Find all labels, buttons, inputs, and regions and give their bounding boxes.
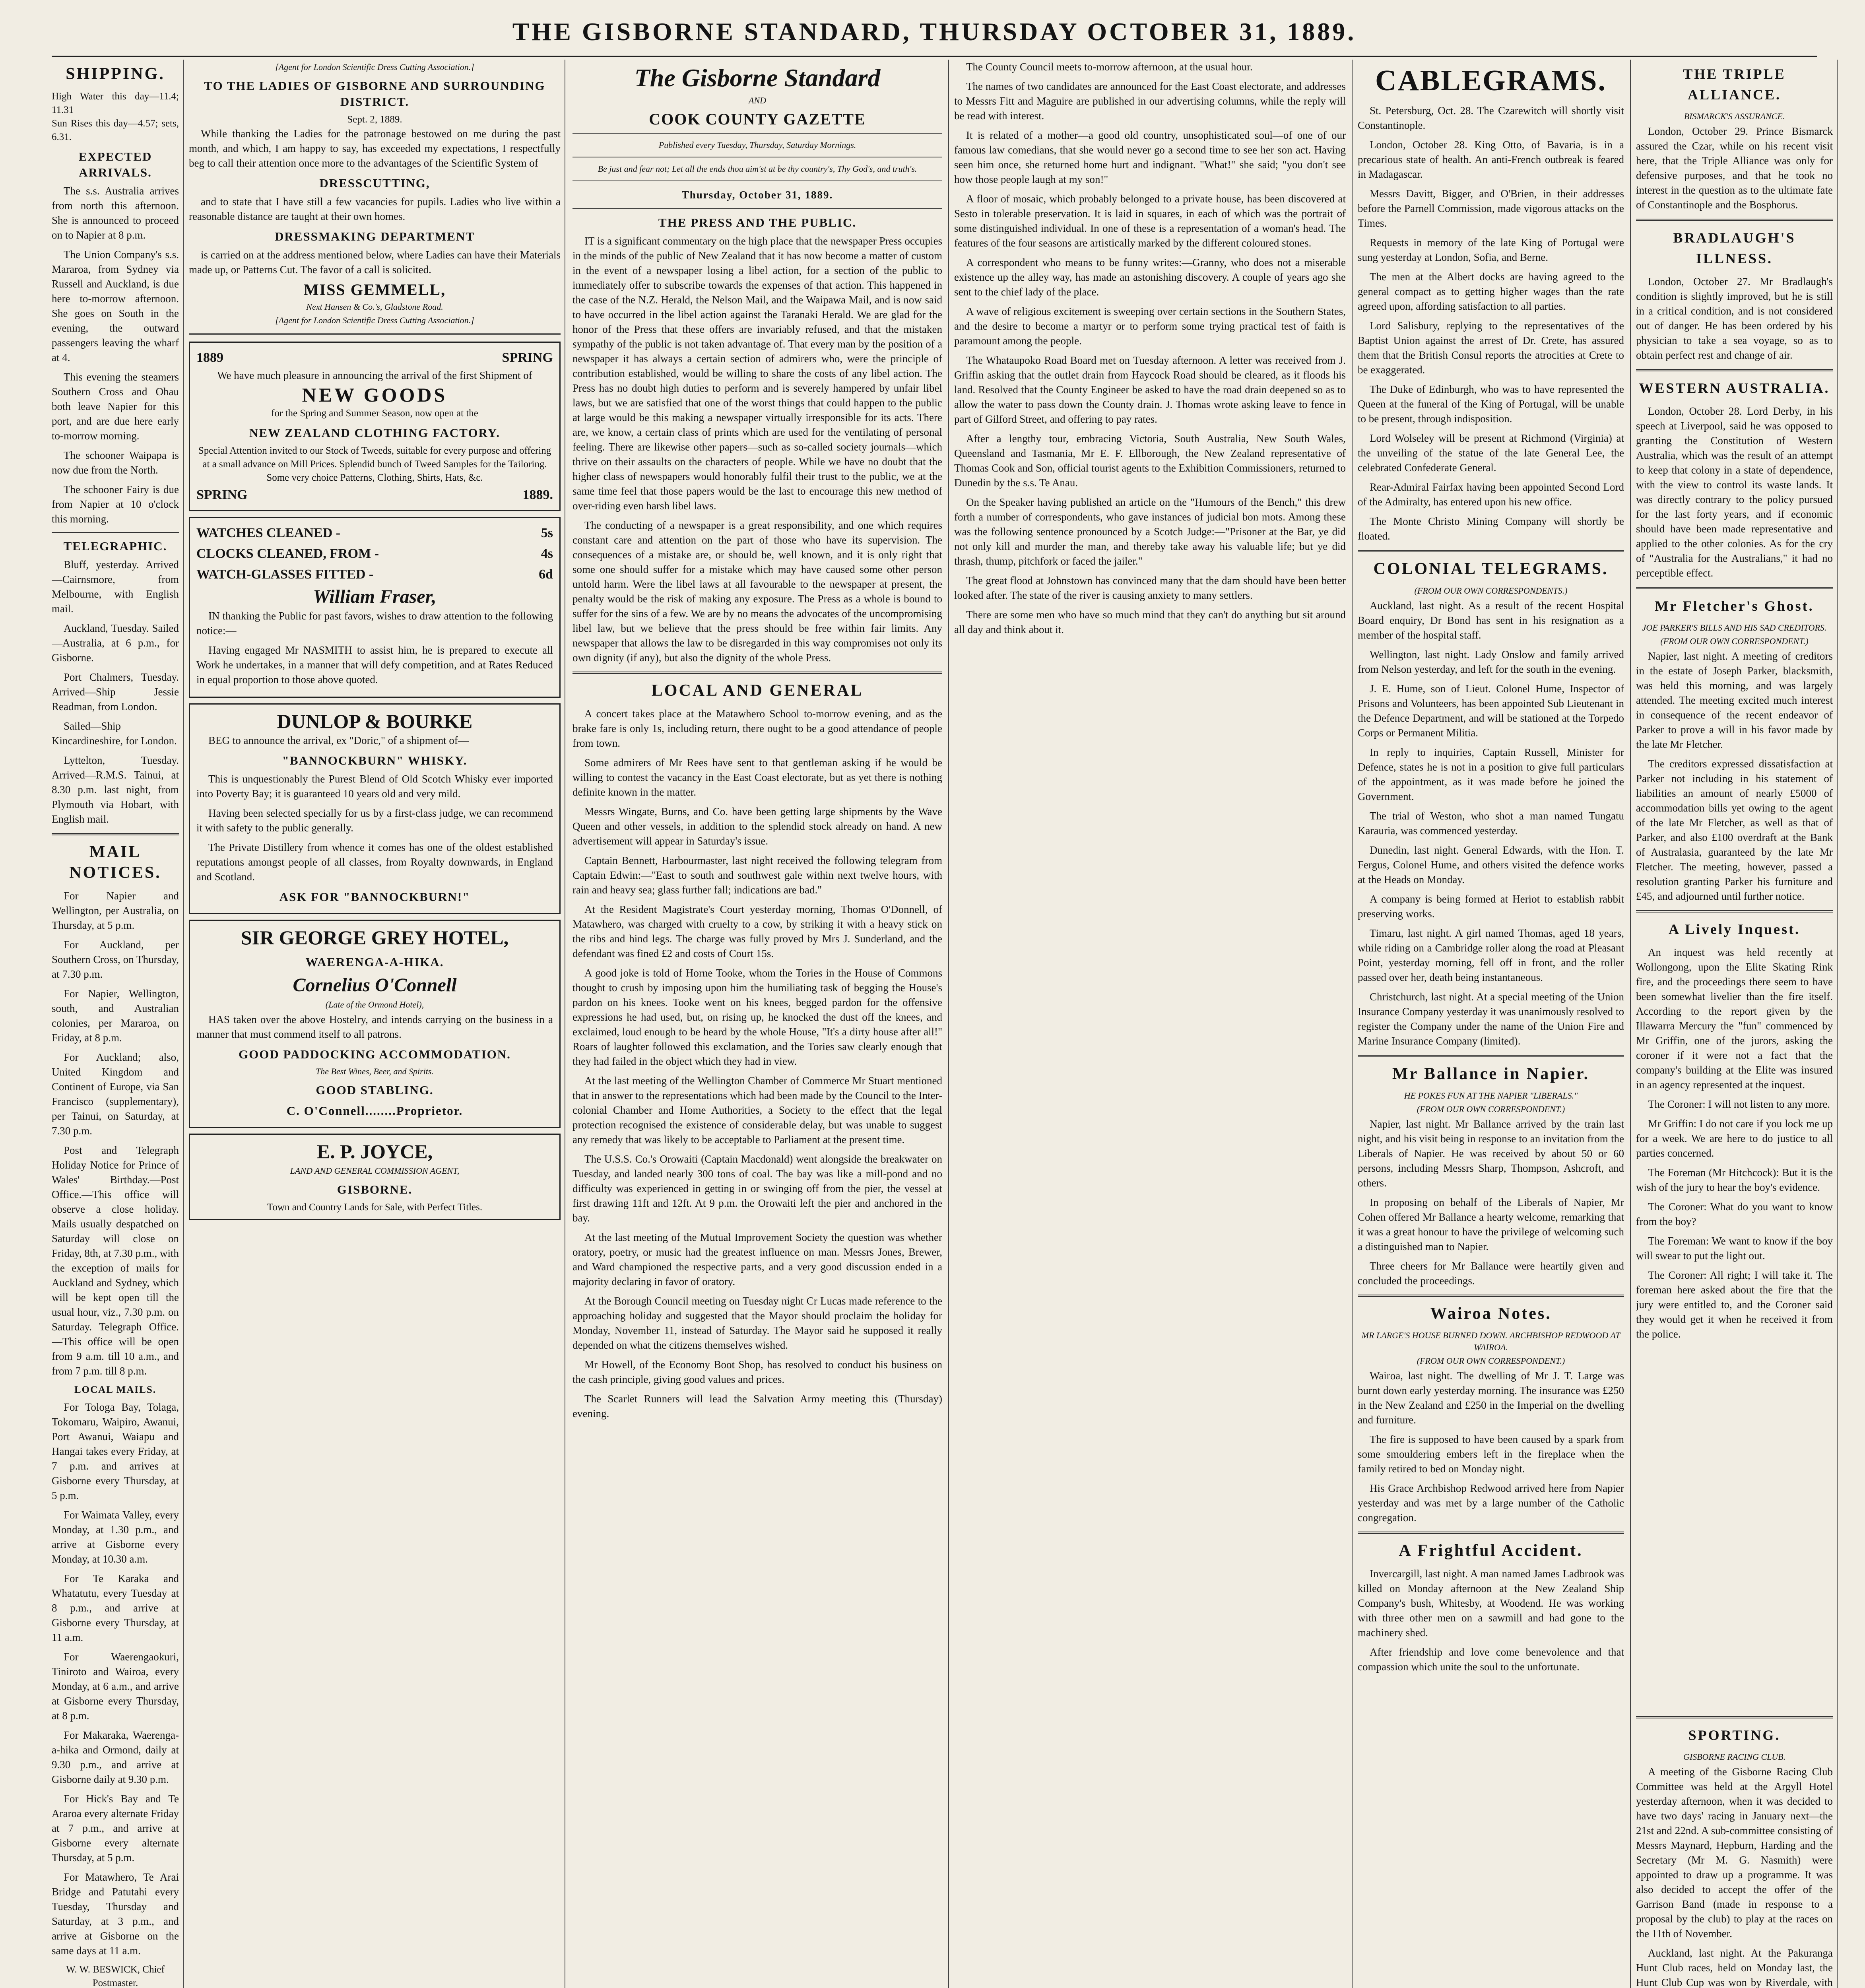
colonial-item: In reply to inquiries, Captain Russell, Minister for Defence, states he is not in a position to give full particulars of the appointment, as it was made before he joined the Government. xyxy=(1358,746,1624,802)
divider xyxy=(52,532,179,533)
col4-item: A floor of mosaic, which probably belonged to a private house, has been discovered at Sesto in tolerable preservation. It is laid in squares, in each of which was the portrait of some distinguished individual. In one of these is a representation of a woman's head. The features of the four seasons are artistically marked by the different coloured stones. xyxy=(954,193,1346,249)
column-2 xyxy=(189,60,561,1988)
gemmell-address: Next Hansen & Co.'s, Gladstone Road. xyxy=(306,302,443,312)
tide-line: Sun Rises this day—4.57; sets, 6.31. xyxy=(52,118,179,142)
sporting-sub: GISBORNE RACING CLUB. xyxy=(1683,1752,1786,1762)
col4-item: The great flood at Johnstown has convinced many that the dam should have been better looked after. The state of the river is causing anxiety to many settlers. xyxy=(954,575,1346,601)
ballance-item: Napier, last night. Mr Ballance arrived by the train last night, and his visit being in response to an invitation from the Liberals of Napier. He was received by about 50 or 60 persons, including Messrs Sharp, Thompson, Ashcroft, and others. xyxy=(1358,1118,1624,1189)
spring-label: SPRING xyxy=(502,350,553,365)
wairoa-heading: Wairoa Notes. xyxy=(1430,1305,1552,1323)
paddock: GOOD PADDOCKING ACCOMMODATION. xyxy=(239,1047,511,1061)
bradlaugh-heading: BRADLAUGH'S ILLNESS. xyxy=(1673,230,1796,266)
paper-title: The Gisborne Standard xyxy=(634,64,881,92)
sporting-item: A meeting of the Gisborne Racing Club Committee was held at the Argyll Hotel yesterday afternoon, when it was decided to have two days' racing in January next—the 21st and 22nd. A sub-committee consisting of Messrs Maynard, Hepburn, Harding and the Secretary (Mr M. G. Nasmith) were appointed to draw up a programme. It was also decided to accept the offer of the Garrison Band (made in response to a proposal by the club) to play at the races on the 11th of November. xyxy=(1636,1766,1833,1939)
cable-item: St. Petersburg, Oct. 28. The Czarewitch will shortly visit Constantinople. xyxy=(1358,105,1624,131)
triple-heading: THE TRIPLE ALLIANCE. xyxy=(1683,66,1786,103)
col4-item: The names of two candidates are announced for the East Coast electorate, and addresses to Messrs Fitt and Maguire are published in our advertising columns, while the reply will be read with interest. xyxy=(954,80,1346,122)
wairoa-from: (FROM OUR OWN CORRESPONDENT.) xyxy=(1417,1356,1565,1366)
colonial-item: Christchurch, last night. At a special meeting of the Union Insurance Company yesterday it was unanimously resolved to register the Company under the name of the Union Fire and Marine Insurance Company (limited). xyxy=(1358,991,1624,1047)
cable-item: Lord Salisbury, replying to the representatives of the Baptist Union against the arrest of Dr. Crete, has assured them that the British Consul reports the atrocities at Crete to be exaggerated. xyxy=(1358,320,1624,376)
local-item: Messrs Wingate, Burns, and Co. have been getting large shipments by the Wave Queen and other vessels, in addition to the splendid stock already on hand. A new advertisement will appear in Saturday's issue. xyxy=(573,806,942,847)
col4-item: The County Council meets to-morrow afternoon, at the usual hour. xyxy=(966,61,1253,73)
shipping-heading: SHIPPING. xyxy=(66,65,165,83)
fraser-text: Having engaged Mr NASMITH to assist him, he is prepared to execute all Work he undertakes, in a manner that will defy competition, and at Rates Reduced in equal proportion to those above quoted. xyxy=(196,644,553,685)
column-rule xyxy=(948,60,949,1988)
divider xyxy=(573,208,942,209)
wairoa-sub: MR LARGE'S HOUSE BURNED DOWN. ARCHBISHOP REDWOOD AT WAIROA. xyxy=(1361,1330,1620,1352)
colonial-item: Auckland, last night. As a result of the recent Hospital Board enquiry, Dr Bond has sent in his resignation as a member of the hospital staff. xyxy=(1358,600,1624,641)
dressmaking-heading: DRESSMAKING DEPARTMENT xyxy=(274,229,475,243)
agent-note: [Agent for London Scientific Dress Cutting Association.] xyxy=(275,315,474,325)
mail-item: For Napier, Wellington, south, and Australian colonies, per Mararoa, on Friday, at 8 p.m. xyxy=(52,988,179,1044)
accident-item: Invercargill, last night. A man named James Ladbrook was killed on Monday afternoon at the New Zealand Ship Company's bush, Whitesby, at Woodend. He was working with three other men on a sawmill and had gone to the machinery shed. xyxy=(1358,1568,1624,1639)
local-mail-item: For Matawhero, Te Arai Bridge and Patutahi every Tuesday, Thursday and Saturday, at 3 p.m., and arrive at Gisborne on the same days at 11 a.m. xyxy=(52,1871,179,1957)
mail-item: For Auckland, per Southern Cross, on Thursday, at 7.30 p.m. xyxy=(52,939,179,980)
divider xyxy=(1636,369,1833,371)
ladies-text: and to state that I have still a few vacancies for pupils. Ladies who live within a reasonable distance are taught at their own homes. xyxy=(189,196,561,222)
local-item: A good joke is told of Horne Tooke, whom the Tories in the House of Commons thought to crush by imposing upon him the humiliating task of begging the House's pardon on his knees. Tooke went on his knees, begged pardon for the offensive expressions he had used, but, on rising up, he knocked the dust off the knees, and exclaimed, loud enough to be heard by the whole House, "It's a dirty house after all!" Roars of laughter followed this exclamation, and the Tories saw clearly enough that they had failed in the object which they had in view. xyxy=(573,967,942,1067)
dunlop-text: BEG to announce the arrival, ex "Doric," of a shipment of— xyxy=(208,734,469,746)
fraser-name: William Fraser, xyxy=(313,586,437,607)
divider xyxy=(52,833,179,835)
column-edge xyxy=(1841,60,1861,1988)
we-have-text: We have much pleasure in announcing the arrival of the first Shipment of xyxy=(217,369,532,381)
colonial-item: Dunedin, last night. General Edwards, with the Hon. T. Fergus, Colonel Hume, and others visited the defence works at the Heads on Monday. xyxy=(1358,844,1624,885)
col4-item: A wave of religious excitement is sweeping over certain sections in the Southern States, and the desire to become a martyr or to perform some trying practical test of faith is paramount among the people. xyxy=(954,305,1346,347)
col4-item: A correspondent who means to be funny writes:—Granny, who does not a miserable existence up the alley way, has made an astonishing discovery. A couple of years ago she sent to the chief lady of the place. xyxy=(954,256,1346,298)
western-heading: WESTERN AUSTRALIA. xyxy=(1639,380,1830,396)
western-item: London, October 28. Lord Derby, in his speech at Liverpool, said he was opposed to granting the Constitution of Western Australia, which was the result of an attempt to keep that colony in a state of dependence, with the view to control its waste lands. It was directly contrary to the policy pursued for the last forty years, and if economic should have been made representative and applied to the other colonies. As for the cry of "Australia for the Australians," it had no perceptible effect. xyxy=(1636,405,1833,579)
column-3 xyxy=(573,60,942,1988)
spring-year: 1889. xyxy=(522,487,553,502)
expected-heading: EXPECTED ARRIVALS. xyxy=(78,149,152,179)
ballance-heading: Mr Ballance in Napier. xyxy=(1392,1065,1590,1083)
fletcher-item: Napier, last night. A meeting of creditors in the estate of Joseph Parker, blacksmith, was held this morning, and was largely attended. The meeting excited much interest in consequence of the recent endeavor of Parker to prove a will in his favor made by the late Mr Fletcher. xyxy=(1636,650,1833,750)
oconnell-text: HAS taken over the above Hostelry, and intends carrying on the business in a manner that must commend itself to all patrons. xyxy=(196,1013,553,1040)
column-6-lower xyxy=(1636,1710,1833,1988)
mail-heading: MAIL NOTICES. xyxy=(69,843,161,882)
clocks-label: CLOCKS CLEANED, FROM - xyxy=(196,546,379,561)
local-item: Captain Bennett, Harbourmaster, last night received the following telegram from Captain Edwin:—"East to south and southwest gale within next twelve hours, with rain and heavy sea; glass further fall; indications are bad." xyxy=(573,854,942,896)
clothing-factory-ad xyxy=(189,342,561,511)
local-item: At the Resident Magistrate's Court yesterday morning, Thomas O'Donnell, of Matawhero, was charged with cruelty to a cow, by striking it with a heavy stick on the ribs and hind legs. The charge was fully proved by Mrs J. Sunderland, and the defendant was fined £2 and costs of Court 15s. xyxy=(573,903,942,959)
ladies-heading: TO THE LADIES OF GISBORNE AND SURROUNDING DISTRICT. xyxy=(204,79,545,109)
local-item: At the last meeting of the Wellington Chamber of Commerce Mr Stuart mentioned that in answer to the representations which had been made by the Council to the Inter-colonial Chamber and Home Authorities, a Society to the effect that the legal protection recognised the existence of considerable delay, but was unable to suggest any remedy that was likely to be acceptable to Parliament at the present time. xyxy=(573,1075,942,1145)
joyce-text: Town and Country Lands for Sale, with Perfect Titles. xyxy=(267,1202,483,1213)
ballance-item: In proposing on behalf of the Liberals of Napier, Mr Cohen offered Mr Ballance a hearty welcome, remarking that it was a great honour to have the privilege of welcoming such a distinguished man to Napier. xyxy=(1358,1196,1624,1252)
best-wines: The Best Wines, Beer, and Spirits. xyxy=(316,1066,434,1076)
local-item: At the last meeting of the Mutual Improvement Society the question was whether oratory, poetry, or music had the greatest influence on man. Messrs Jones, Brewer, and Ward championed the respective parts, and a very good discussion ended in a majority declaring in favor of oratory. xyxy=(573,1231,942,1287)
telegraphic-item: Auckland, Tuesday. Sailed—Australia, at 6 p.m., for Gisborne. xyxy=(52,622,179,664)
grey-hotel-location: WAERENGA-A-HIKA. xyxy=(305,955,444,969)
local-mail-item: For Makaraka, Waerenga-a-hika and Ormond, daily at 9.30 p.m., and arrive at Gisborne daily at 9.30 p.m. xyxy=(52,1729,179,1785)
col4-item: The Whataupoko Road Board met on Tuesday afternoon. A letter was received from J. Griffin asking that the outlet drain from Haycock Road should be cleared, as it floods his land. Resolved that the County Engineer be asked to have the road drain deepened so as to allow the water to pass down the County drain. J. Thomas wrote asking leave to fence in part of Gilford Street, and offering to pay rates. xyxy=(954,354,1346,425)
editorial-heading: THE PRESS AND THE PUBLIC. xyxy=(658,215,857,229)
sporting-heading: SPORTING. xyxy=(1688,1727,1781,1743)
column-rule xyxy=(183,60,184,1988)
sporting-item: Auckland, last night. At the Pakuranga Hunt Club races, held on Monday last, the Hunt Club Cup was won by Riverdale, with xyxy=(1636,1947,1833,1988)
telegraphic-heading: TELEGRAPHIC. xyxy=(63,539,167,553)
watches-price: 5s xyxy=(541,526,553,540)
postmaster-signature: W. W. BESWICK, Chief Postmaster. xyxy=(66,1964,165,1988)
telegraphic-item: Port Chalmers, Tuesday. Arrived—Ship Jessie Readman, from London. xyxy=(52,671,179,712)
colonial-item: Timaru, last night. A girl named Thomas, aged 18 years, while riding on a Cambridge roller along the road at Pleasant Point, yesterday morning, fell off in front, and the roller passed over her, death being instantaneous. xyxy=(1358,927,1624,983)
divider xyxy=(573,133,942,134)
bradlaugh-item: London, October 27. Mr Bradlaugh's condition is slightly improved, but he is still in a critical condition, and is not considered out of danger. He has been ordered by his physician to take a sea voyage, so as to obtain perfect rest and change of air. xyxy=(1636,276,1833,361)
oconnell-name: Cornelius O'Connell xyxy=(293,975,457,996)
local-item: At the Borough Council meeting on Tuesday night Cr Lucas made reference to the approaching holiday and suggested that the Mayor should proclaim the holiday for Monday, November 11, instead of Saturday. The Mayor said he supposed it really depended on what the citizens themselves wished. xyxy=(573,1295,942,1351)
divider xyxy=(1358,1055,1624,1057)
triple-item: London, October 29. Prince Bismarck assured the Czar, while on his recent visit here, that the Triple Alliance was only for defensive purposes, and that he took no interest in the question as to the ultimate fate of Constantinople and the Bosphorus. xyxy=(1636,125,1833,211)
divider xyxy=(1636,910,1833,912)
cable-item: Messrs Davitt, Bigger, and O'Brien, in their addresses before the Parnell Commission, made vigorous attacks on the Times. xyxy=(1358,188,1624,229)
inquest-item: Mr Griffin: I do not care if you lock me up for a week. We are here to do justice to all parties concerned. xyxy=(1636,1118,1833,1159)
inquest-item: The Coroner: All right; I will take it. The foreman here asked about the fire that the jury were entitled to, and the Coroner said they would get it when he received it from the police. xyxy=(1636,1269,1833,1340)
inquest-item: The Foreman: We want to know if the boy will swear to put the light out. xyxy=(1636,1235,1833,1262)
cable-item: The Duke of Edinburgh, who was to have represented the Queen at the funeral of the King of Portugal, will be unable to be present, through indisposition. xyxy=(1358,383,1624,425)
dateline: Thursday, October 31, 1889. xyxy=(681,189,833,201)
local-item: Mr Howell, of the Economy Boot Shop, has resolved to conduct his business on the cash principle, giving good values and prices. xyxy=(573,1359,942,1385)
fletcher-from: (FROM OUR OWN CORRESPONDENT.) xyxy=(1660,636,1809,646)
divider xyxy=(1636,219,1833,221)
ballance-sub: HE POKES FUN AT THE NAPIER "LIBERALS." xyxy=(1404,1091,1578,1101)
masthead-title: THE GISBORNE STANDARD, THURSDAY OCTOBER 31, 1889. xyxy=(512,17,1357,46)
expected-item: The schooner Waipapa is now due from the North. xyxy=(52,449,179,476)
local-item: Some admirers of Mr Rees have sent to that gentleman asking if he would be willing to contest the vacancy in the East Coast electorate, but as yet there is nothing definite known in the matter. xyxy=(573,757,942,798)
ladies-date: Sept. 2, 1889. xyxy=(347,114,402,125)
masthead xyxy=(52,12,1817,57)
dunlop-text: Having been selected specially for us by a first-class judge, we can recommend it with safety to the public generally. xyxy=(196,807,553,834)
wairoa-item: Wairoa, last night. The dwelling of Mr J. T. Large was burnt down early yesterday morning. The insurance was £250 in the New Zealand and £250 in the Imperial on the dwelling and furniture. xyxy=(1358,1370,1624,1426)
col4-item: It is related of a mother—a good old country, unsophisticated soul—of one of our famous law comedians, that she would never go a second time to see her son act. Having seen him once, she returned home hurt and indignant. "What!" she said; "you don't see how those people laugh at my son!" xyxy=(954,129,1346,185)
cable-item: The men at the Albert docks are having agreed to the general compact as to getting higher wages than the rate agreed upon, affording satisfaction to all parties. xyxy=(1358,271,1624,312)
grey-hotel-ad xyxy=(189,920,561,1128)
expected-item: The schooner Fairy is due from Napier at 10 o'clock this morning. xyxy=(52,483,179,525)
editorial-paragraph: IT is a significant commentary on the high place that the newspaper Press occupies in the minds of the public of New Zealand that it has now become a matter of custom in the event of a newspaper losing a libel action, for a section of the public to immediately offer to subscribe towards the expenses of that action. This happened in the case of the N.Z. Herald, the Nelson Mail, and the Waipawa Mail, and is now said to have occurred in the libel action against the Taranaki Herald. We are glad for the honor of the Press that these offers are invariably refused, and that the mistaken sympathy of the public is not taken advantage of. That every man by the position of a newspaper it has always a certain section of admirers who, were the principle of contribution established, would be willing to share the costs of any libel action. The Press has no doubt high duties to perform and is severely hampered by unfair libel laws, but we are satisfied that one of the worst things that could happen to the public at large would be this making a newspaper virtually irresponsible for its acts. There are, we know, a certain class of prints which are used for the ventilating of personal feeling. There are likewise other papers—such as so-called society journals—which thrive on their assaults on the characters of people. While we have no doubt that the higher class of newspapers would honorably fulfil their trust to the public, we at the same time feel that those papers would be the last to encourage this new method of over-riding even harsh libel laws. xyxy=(573,235,942,512)
column-1 xyxy=(52,60,179,1988)
joyce-sub: LAND AND GENERAL COMMISSION AGENT, xyxy=(290,1166,460,1176)
fletcher-item: The creditors expressed dissatisfaction at Parker not including in his statement of liabilities an amount of nearly £5000 of accommodation bills yet owing to the agent of the late Mr Fletcher, as well as that of Parker, and also £100 overdraft at the Bank of Australasia, guaranteed by the late Mr Fletcher. The meeting, however, passed a resolution granting Parker his furniture and £45, and adjourned until further notice. xyxy=(1636,758,1833,902)
cablegrams-heading: CABLEGRAMS. xyxy=(1375,64,1607,97)
column-5 xyxy=(1358,60,1624,1988)
local-mails-heading: LOCAL MAILS. xyxy=(74,1384,156,1395)
telegraphic-item: Sailed—Ship Kincardineshire, for London. xyxy=(52,720,177,747)
local-item: The Scarlet Runners will lead the Salvation Army meeting this (Thursday) evening. xyxy=(573,1393,942,1419)
spring-label: SPRING xyxy=(196,487,248,502)
proprietor: C. O'Connell........Proprietor. xyxy=(286,1104,463,1118)
joyce-name: E. P. JOYCE, xyxy=(316,1140,433,1163)
bannockburn-heading: "BANNOCKBURN" WHISKY. xyxy=(282,753,468,767)
editorial-paragraph: The conducting of a newspaper is a great responsibility, and one which requires constant care and attention on the part of those who have its supervision. The consequences of a mistake are, or should be, well known, and it is only right that some one should suffer for a mistake which may have caused some other person untold harm. Were the libel laws at all favourable to the newspaper at present, the penalty would be the risk of making any exposure. The Press as a whole is bound to suffer for the sins of a few. We are by no means the advocates of the uncompromising libel law, but we believe that the press should be free within fair limits. Any newspaper that allows the law to be disregarded in this way compromises not only its own dignity (if any), but also the dignity of the whole Press. xyxy=(573,519,942,664)
joyce-ad xyxy=(189,1134,561,1220)
cable-item: Lord Wolseley will be present at Richmond (Virginia) at the unveiling of the statue of the late General Lee, the celebrated Confederate General. xyxy=(1358,432,1624,474)
ask-for: ASK FOR "BANNOCKBURN!" xyxy=(279,890,470,904)
telegraphic-item: Lyttelton, Tuesday. Arrived—R.M.S. Tainui, at 8.30 p.m. last night, from Plymouth via Hobart, with English mail. xyxy=(52,754,179,825)
spring-year: 1889 xyxy=(196,350,223,365)
glasses-price: 6d xyxy=(539,567,553,582)
expected-item: This evening the steamers Southern Cross and Ohau both leave Napier for this port, and are due here early to-morrow morning. xyxy=(52,371,179,442)
mail-item: For Napier and Wellington, per Australia, on Thursday, at 5 p.m. xyxy=(52,890,179,931)
column-rule xyxy=(1352,60,1353,1988)
divider xyxy=(1636,587,1833,589)
wairoa-item: His Grace Archbishop Redwood arrived here from Napier yesterday and was met by a large number of the Catholic congregation. xyxy=(1358,1482,1624,1524)
agent-note: [Agent for London Scientific Dress Cutting Association.] xyxy=(275,62,474,72)
col4-item: There are some men who have so much mind that they can't do anything but sit around all day and think about it. xyxy=(954,609,1346,635)
local-heading: LOCAL AND GENERAL xyxy=(651,681,864,700)
colonial-item: The trial of Weston, who shot a man named Tungatu Karauria, was commenced yesterday. xyxy=(1358,810,1624,837)
cable-item: Rear-Admiral Fairfax having been appointed Second Lord of the Admiralty, has entered upon his new office. xyxy=(1358,481,1624,508)
tide-line: High Water this day—11.4; 11.31 xyxy=(52,91,179,115)
expected-item: The Union Company's s.s. Mararoa, from Sydney via Russell and Auckland, is due here to-morrow afternoon. She goes on South in the evening, the outward passengers leaving the wharf at 4. xyxy=(52,248,179,363)
cable-item: The Monte Christo Mining Company will shortly be floated. xyxy=(1358,515,1624,542)
oconnell-sub: (Late of the Ormond Hotel), xyxy=(325,1000,424,1010)
accident-heading: A Frightful Accident. xyxy=(1399,1541,1583,1560)
ballance-item: Three cheers for Mr Ballance were heartily given and concluded the proceedings. xyxy=(1358,1260,1624,1287)
grey-hotel-name: SIR GEORGE GREY HOTEL, xyxy=(241,926,509,949)
local-mail-item: For Te Karaka and Whatatutu, every Tuesday at 8 p.m., and arrive at Gisborne every Thursday, at 11 a.m. xyxy=(52,1573,179,1643)
colonial-heading: COLONIAL TELEGRAMS. xyxy=(1373,560,1609,578)
divider xyxy=(1358,1295,1624,1297)
motto: Be just and fear not; Let all the ends thou aim'st at be thy country's, Thy God's, and truth's. xyxy=(598,164,917,174)
triple-sub: BISMARCK'S ASSURANCE. xyxy=(1684,111,1785,121)
column-4 xyxy=(954,60,1346,1988)
local-mail-item: For Hick's Bay and Te Araroa every alternate Friday at 7 p.m., and arrive at Gisborne every alternate Thursday, at 5 p.m. xyxy=(52,1793,179,1864)
ballance-from: (FROM OUR OWN CORRESPONDENT.) xyxy=(1417,1104,1565,1114)
fletcher-heading: Mr Fletcher's Ghost. xyxy=(1655,598,1814,614)
col4-item: After a lengthy tour, embracing Victoria, South Australia, New South Wales, Queensland and Tasmania, Mr E. F. Ellborough, the New Zealand representative of Thomas Cook and Son, official tourist agents to the Exhibition Commissioners, returned to Dunedin by the s.s. Te Anau. xyxy=(954,433,1346,489)
new-goods-sub: for the Spring and Summer Season, now open at the xyxy=(271,408,478,419)
fletcher-sub: JOE PARKER'S BILLS AND HIS SAD CREDITORS. xyxy=(1642,623,1827,633)
colonial-item: Wellington, last night. Lady Onslow and family arrived from Nelson yesterday, and left for the south in the evening. xyxy=(1358,648,1624,675)
gemmell-name: MISS GEMMELL, xyxy=(303,281,446,299)
published-line: Published every Tuesday, Thursday, Saturday Mornings. xyxy=(658,140,856,150)
colonial-item: A company is being formed at Heriot to establish rabbit preserving works. xyxy=(1358,893,1624,920)
divider xyxy=(1358,1532,1624,1534)
special-text: Special Attention invited to our Stock of Tweeds, suitable for every purpose and offering at a small advance on Mill Prices. Splendid bunch of Tweed Samples for the Tailoring. Some very choice Patterns, Clothing, Shirts, Hats, &c. xyxy=(198,445,551,483)
column-6 xyxy=(1636,60,1833,1988)
divider xyxy=(189,333,561,335)
ladies-text: is carried on at the address mentioned below, where Ladies can have their Materials made up, or Patterns Cut. The favor of a call is solicited. xyxy=(189,249,561,276)
inquest-item: The Coroner: I will not listen to any more. xyxy=(1648,1098,1830,1110)
divider xyxy=(1636,1716,1833,1718)
clocks-price: 4s xyxy=(541,546,553,561)
new-goods: NEW GOODS xyxy=(302,384,448,406)
column-rule xyxy=(1837,60,1838,1988)
dunlop-text: This is unquestionably the Purest Blend of Old Scotch Whisky ever imported into Poverty Bay; it is guaranteed 10 years old and very mild. xyxy=(196,773,553,800)
local-mail-item: For Tologa Bay, Tolaga, Tokomaru, Waipiro, Awanui, Port Awanui, Waiapu and Hangai takes every Friday, at 7 p.m. and arrives at Gisborne every Thursday, at 5 p.m. xyxy=(52,1401,179,1501)
paper-subtitle: COOK COUNTY GAZETTE xyxy=(649,110,866,128)
colonial-sub: (FROM OUR OWN CORRESPONDENTS.) xyxy=(1414,586,1568,596)
cable-item: Requests in memory of the late King of Portugal were sung yesterday at London, Sofia, and Berne. xyxy=(1358,237,1624,263)
inquest-item: The Coroner: What do you want to know from the boy? xyxy=(1636,1201,1833,1227)
dunlop-text: The Private Distillery from whence it comes has one of the oldest established reputations amongst people of all classes, from Royalty downwards, in England and Scotland. xyxy=(196,841,553,883)
fraser-text: IN thanking the Public for past favors, wishes to draw attention to the following notice:— xyxy=(196,610,553,637)
divider xyxy=(573,672,942,674)
watch-repair-ad xyxy=(189,517,561,698)
col4-item: On the Speaker having published an article on the "Humours of the Bench," this drew forth a number of correspondents, who gave instances of judicial bon mots. Among these was the following sentence pronounced by a Scotch Judge:—"Prisoner at the Bar, ye did not only kill and murder the man, and thereby take away his valuable life; but ye did thrash, thump, pitchfork or faced the jailer." xyxy=(954,496,1346,567)
dunlop-bourke-ad xyxy=(189,703,561,914)
divider xyxy=(1358,550,1624,552)
glasses-label: WATCH-GLASSES FITTED - xyxy=(196,567,374,582)
inquest-item: An inquest was held recently at Wollongong, upon the Elite Skating Rink fire, and the proceedings there seem to have been somewhat livelier than the fire itself. According to the report given by the Illawarra Mercury the "fun" commenced by Mr Griffin, one of the jurors, asking the coroner if it were not a fact that the company's building at the Elite was insured in an agency represented at the inquest. xyxy=(1636,946,1833,1091)
ladies-text: While thanking the Ladies for the patronage bestowed on me during the past month, and which, I am happy to say, has exceeded my expectations, I respectfully beg to call their attention once more to the advantages of the Scientific System of xyxy=(189,128,561,169)
expected-item: The s.s. Australia arrives from north this afternoon. She is announced to proceed on to Napier at 8 p.m. xyxy=(52,185,179,241)
column-rule xyxy=(1630,60,1631,1988)
dunlop-name: DUNLOP & BOURKE xyxy=(277,710,473,732)
colonial-item: J. E. Hume, son of Lieut. Colonel Hume, Inspector of Prisons and Volunteers, has been appointed Sub Lieutenant in the Defence Department, and will be stationed at the Torpedo Corps or Permanent Militia. xyxy=(1358,683,1624,739)
wairoa-item: The fire is supposed to have been caused by a spark from some smouldering embers left in the fireplace when the family retired to bed on Monday night. xyxy=(1358,1433,1624,1475)
cable-item: London, October 28. King Otto, of Bavaria, is in a precarious state of health. An anti-French outbreak is feared in Madagascar. xyxy=(1358,139,1624,180)
joyce-town: GISBORNE. xyxy=(337,1182,413,1196)
watches-label: WATCHES CLEANED - xyxy=(196,526,341,540)
accident-item: After friendship and love come benevolence and that compassion which unite the soul to the unfortunate. xyxy=(1358,1646,1624,1673)
dresscutting-heading: DRESSCUTTING, xyxy=(319,176,430,190)
paper-and: AND xyxy=(749,95,766,105)
local-item: A concert takes place at the Matawhero School to-morrow evening, and as the brake fare is only 1s, including return, there ought to be a good attendance of people from town. xyxy=(573,708,942,749)
factory-name: NEW ZEALAND CLOTHING FACTORY. xyxy=(249,426,501,440)
inquest-heading: A Lively Inquest. xyxy=(1668,921,1801,937)
stabling: GOOD STABLING. xyxy=(316,1083,434,1097)
local-item: The U.S.S. Co.'s Orowaiti (Captain Macdonald) went alongside the breakwater on Tuesday, and landed nearly 300 tons of coal. The bay was like a mill-pond and no difficulty was experienced in getting in or swinging off from the pier, the vessel at first drawing 11ft and 12ft. At 9 p.m. the Orowaiti left the pier and anchored in the bay. xyxy=(573,1153,942,1224)
telegraphic-item: Bluff, yesterday. Arrived—Cairnsmore, from Melbourne, with English mail. xyxy=(52,559,179,615)
local-mail-item: For Waimata Valley, every Monday, at 1.30 p.m., and arrive at Gisborne every Monday, at 10.30 a.m. xyxy=(52,1509,179,1565)
mail-item: For Auckland; also, United Kingdom and Continent of Europe, via San Francisco (supplementary), per Tainui, on Saturday, at 7.30 p.m. xyxy=(52,1051,179,1137)
inquest-item: The Foreman (Mr Hitchcock): But it is the wish of the jury to hear the boy's evidence. xyxy=(1636,1167,1833,1193)
mail-item: Post and Telegraph Holiday Notice for Prince of Wales' Birthday.—Post Office.—This office will observe a close holiday. Mails usually despatched on Saturday will close on Friday, 8th, at 7.30 p.m., with the exception of mails for Auckland and Sydney, which will be kept open till the usual hour, viz., 7.30 p.m. on Saturday. Telegraph Office.—This office will be open from 9 a.m. till 10 a.m., and from 7 p.m. till 8 p.m. xyxy=(52,1144,179,1377)
local-mail-item: For Waerengaokuri, Tiniroto and Wairoa, every Monday, at 6 a.m., and arrive at Gisborne every Thursday, at 8 p.m. xyxy=(52,1651,179,1722)
